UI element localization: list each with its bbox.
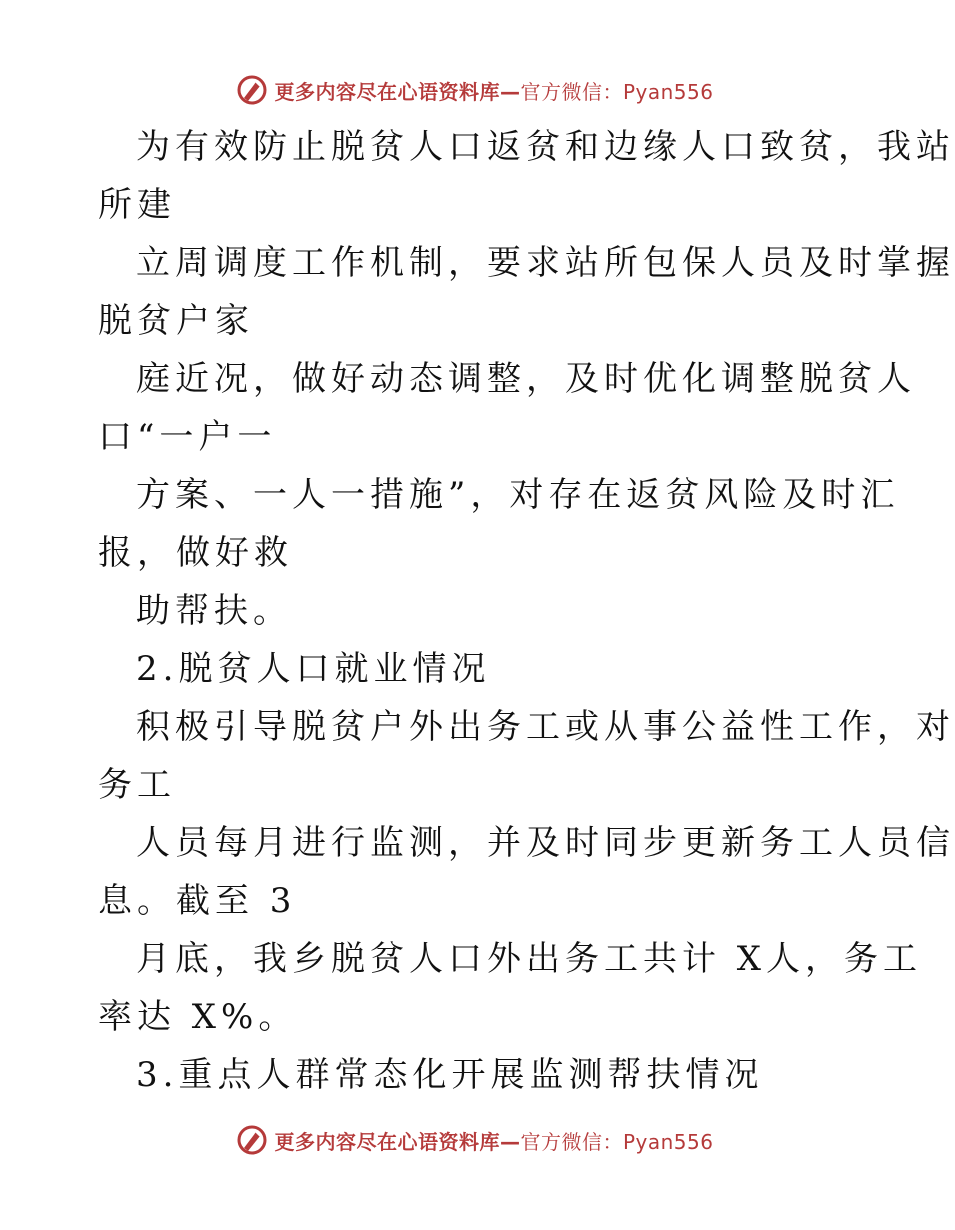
- text-line: 务工: [98, 765, 176, 805]
- pen-circle-logo-icon: [236, 1124, 268, 1156]
- text-line: 庭近况，做好动态调整，及时优化调整脱贫人: [136, 359, 916, 399]
- watermark-site-text: 更多内容尽在心语资料库: [274, 1129, 500, 1154]
- header-watermark: [0, 70, 950, 110]
- text-line: 所建: [98, 185, 176, 225]
- text-line: 方案、一人一措施”，对存在返贫风险及时汇: [136, 475, 900, 515]
- pen-circle-logo-icon: [236, 74, 268, 106]
- text-line: 助帮扶。: [136, 591, 292, 631]
- watermark-contact-text: 官方微信：Pyan556: [520, 79, 714, 104]
- watermark-separator: —: [499, 79, 521, 104]
- section-heading: 3.重点人群常态化开展监测帮扶情况: [136, 1055, 764, 1095]
- text-line: 报，做好救: [98, 533, 293, 573]
- footer-watermark: [0, 1120, 950, 1160]
- text-line: 口“一户一: [98, 417, 277, 457]
- text-line: 为有效防止脱贫人口返贫和边缘人口致贫，我站: [136, 127, 955, 167]
- text-line: 立周调度工作机制，要求站所包保人员及时掌握: [136, 243, 955, 283]
- watermark-separator: —: [499, 1129, 521, 1154]
- text-line: 积极引导脱贫户外出务工或从事公益性工作，对: [136, 707, 955, 747]
- watermark-site-text: 更多内容尽在心语资料库: [274, 79, 500, 104]
- watermark-contact-text: 官方微信：Pyan556: [520, 1129, 714, 1154]
- text-line: 息。截至 3: [98, 881, 297, 921]
- text-line: 脱贫户家: [98, 301, 254, 341]
- section-heading: 2.脱贫人口就业情况: [136, 649, 491, 689]
- text-line: 率达 X%。: [98, 997, 298, 1037]
- document-body: [98, 118, 955, 1104]
- text-line: 人员每月进行监测，并及时同步更新务工人员信: [136, 823, 955, 863]
- text-line: 月底，我乡脱贫人口外出务工共计 X人，务工: [136, 939, 923, 979]
